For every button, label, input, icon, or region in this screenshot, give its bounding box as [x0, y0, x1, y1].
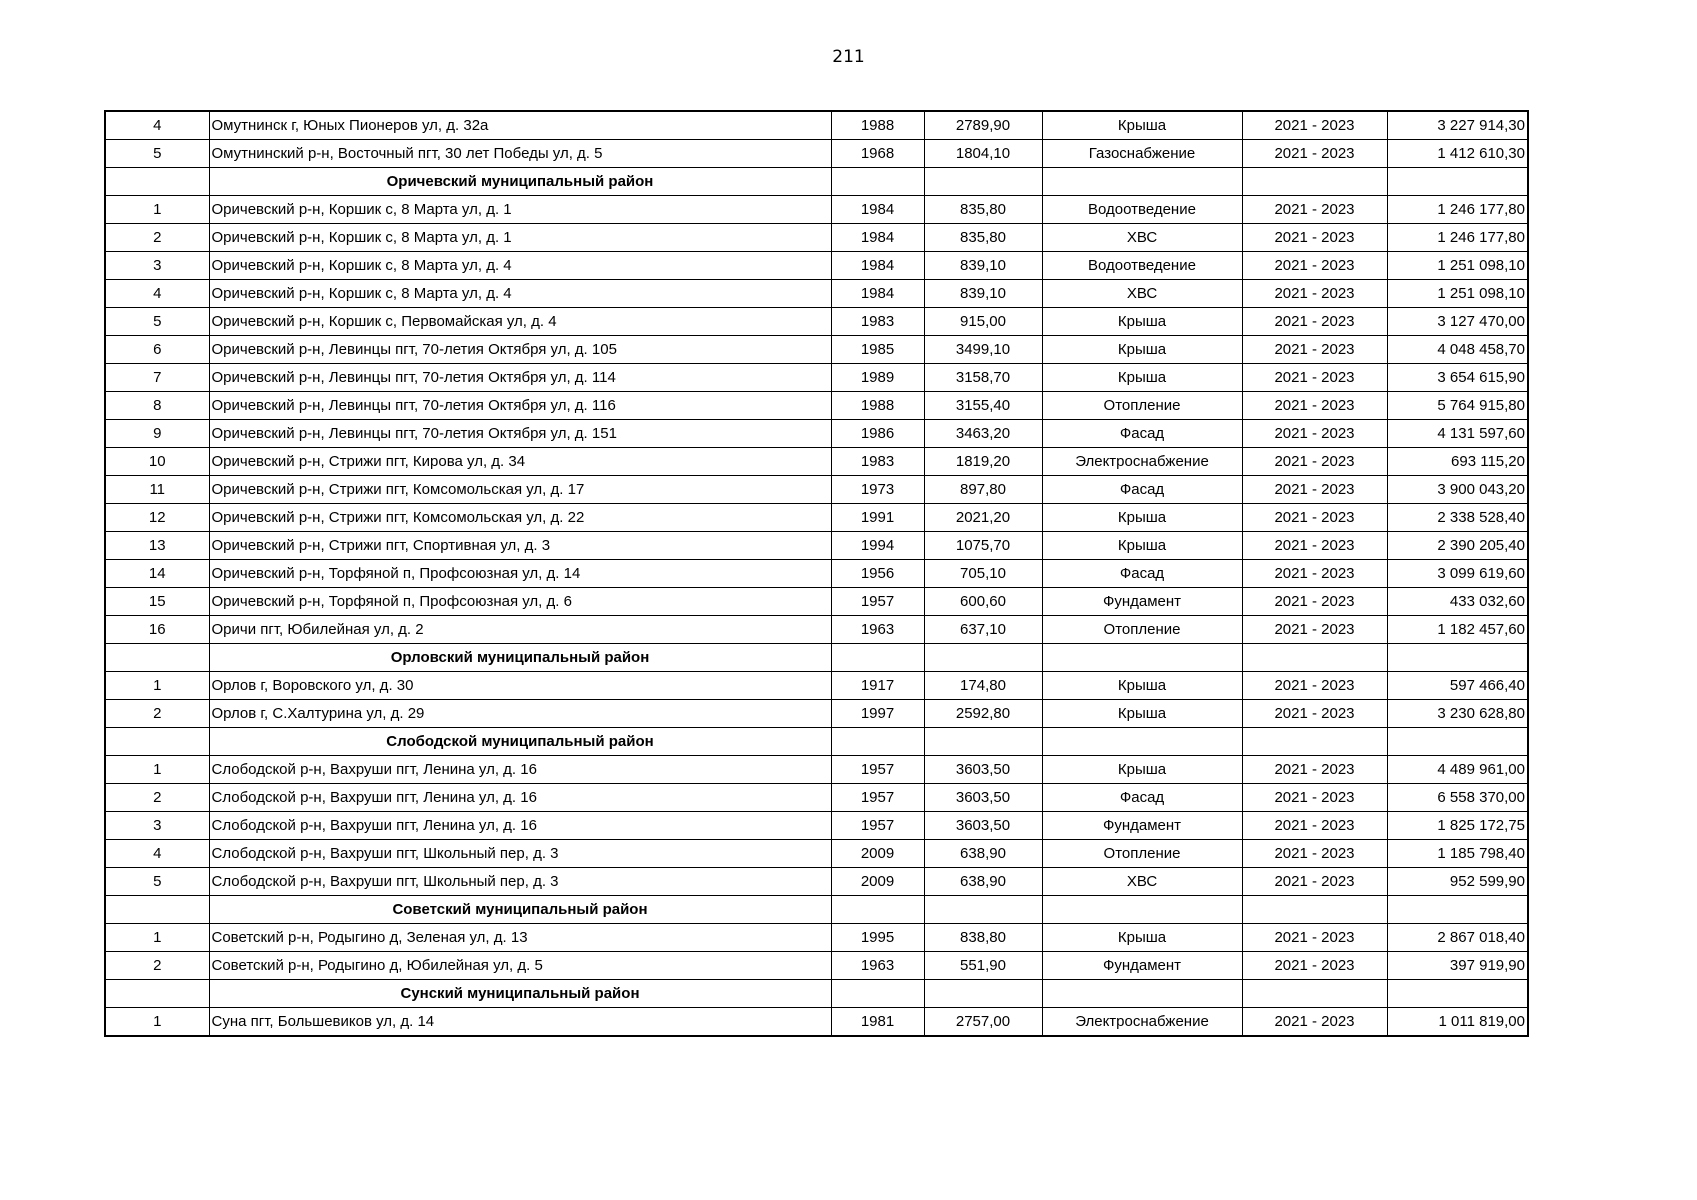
empty-cell [1387, 980, 1528, 1008]
year-cell: 1989 [831, 364, 924, 392]
year-cell: 1963 [831, 616, 924, 644]
cost-cell: 1 825 172,75 [1387, 812, 1528, 840]
empty-cell [1242, 896, 1387, 924]
table-row [105, 280, 1528, 308]
row-number: 2 [105, 700, 209, 728]
address-cell: Оричевский р-н, Коршик с, 8 Марта ул, д. 1 [209, 224, 831, 252]
cost-cell: 4 489 961,00 [1387, 756, 1528, 784]
empty-cell [831, 896, 924, 924]
area-cell: 2789,90 [924, 111, 1042, 140]
period-cell: 2021 - 2023 [1242, 924, 1387, 952]
table-row [105, 868, 1528, 896]
table-row [105, 532, 1528, 560]
row-number: 15 [105, 588, 209, 616]
empty-cell [105, 728, 209, 756]
year-cell: 1957 [831, 588, 924, 616]
address-cell: Оричевский р-н, Левинцы пгт, 70-летия Октября ул, д. 151 [209, 420, 831, 448]
empty-cell [1042, 896, 1242, 924]
address-cell: Слободской р-н, Вахруши пгт, Школьный пер, д. 3 [209, 868, 831, 896]
period-cell: 2021 - 2023 [1242, 252, 1387, 280]
row-number: 1 [105, 756, 209, 784]
table-row [105, 840, 1528, 868]
row-number: 1 [105, 1008, 209, 1037]
empty-cell [924, 644, 1042, 672]
empty-cell [924, 896, 1042, 924]
year-cell: 1957 [831, 812, 924, 840]
empty-cell [924, 168, 1042, 196]
work-type-cell: Фундамент [1042, 812, 1242, 840]
row-number: 12 [105, 504, 209, 532]
empty-cell [831, 980, 924, 1008]
table-row [105, 812, 1528, 840]
year-cell: 1984 [831, 196, 924, 224]
work-type-cell: Фундамент [1042, 588, 1242, 616]
cost-cell: 1 182 457,60 [1387, 616, 1528, 644]
period-cell: 2021 - 2023 [1242, 616, 1387, 644]
work-type-cell: Фасад [1042, 560, 1242, 588]
work-type-cell: Крыша [1042, 504, 1242, 532]
work-type-cell: Газоснабжение [1042, 140, 1242, 168]
area-cell: 839,10 [924, 280, 1042, 308]
table-row [105, 111, 1528, 140]
cost-cell: 597 466,40 [1387, 672, 1528, 700]
row-number: 1 [105, 672, 209, 700]
address-cell: Омутнинск г, Юных Пионеров ул, д. 32а [209, 111, 831, 140]
cost-cell: 6 558 370,00 [1387, 784, 1528, 812]
table-row [105, 476, 1528, 504]
empty-cell [1042, 644, 1242, 672]
section-title: Советский муниципальный район [209, 896, 831, 924]
period-cell: 2021 - 2023 [1242, 308, 1387, 336]
empty-cell [1242, 980, 1387, 1008]
cost-cell: 1 412 610,30 [1387, 140, 1528, 168]
period-cell: 2021 - 2023 [1242, 224, 1387, 252]
work-type-cell: Крыша [1042, 756, 1242, 784]
empty-cell [1242, 644, 1387, 672]
period-cell: 2021 - 2023 [1242, 756, 1387, 784]
area-cell: 835,80 [924, 196, 1042, 224]
year-cell: 1988 [831, 392, 924, 420]
work-type-cell: ХВС [1042, 224, 1242, 252]
cost-cell: 1 251 098,10 [1387, 252, 1528, 280]
period-cell: 2021 - 2023 [1242, 196, 1387, 224]
year-cell: 1956 [831, 560, 924, 588]
table-row [105, 420, 1528, 448]
table-row [105, 756, 1528, 784]
row-number: 3 [105, 812, 209, 840]
table-row [105, 308, 1528, 336]
period-cell: 2021 - 2023 [1242, 111, 1387, 140]
period-cell: 2021 - 2023 [1242, 532, 1387, 560]
empty-cell [924, 728, 1042, 756]
area-cell: 174,80 [924, 672, 1042, 700]
year-cell: 1984 [831, 224, 924, 252]
cost-cell: 3 127 470,00 [1387, 308, 1528, 336]
period-cell: 2021 - 2023 [1242, 448, 1387, 476]
section-title: Орловский муниципальный район [209, 644, 831, 672]
area-cell: 838,80 [924, 924, 1042, 952]
address-cell: Оричевский р-н, Стрижи пгт, Кирова ул, д. 34 [209, 448, 831, 476]
cost-cell: 1 246 177,80 [1387, 196, 1528, 224]
row-number: 7 [105, 364, 209, 392]
cost-cell: 2 867 018,40 [1387, 924, 1528, 952]
section-header-row [105, 980, 1528, 1008]
table-row [105, 336, 1528, 364]
year-cell: 1984 [831, 280, 924, 308]
year-cell: 1995 [831, 924, 924, 952]
table-row [105, 560, 1528, 588]
address-cell: Оричевский р-н, Торфяной п, Профсоюзная ул, д. 14 [209, 560, 831, 588]
empty-cell [105, 980, 209, 1008]
cost-cell: 433 032,60 [1387, 588, 1528, 616]
address-cell: Оричевский р-н, Коршик с, Первомайская ул, д. 4 [209, 308, 831, 336]
work-type-cell: Крыша [1042, 532, 1242, 560]
address-cell: Орлов г, Воровского ул, д. 30 [209, 672, 831, 700]
area-cell: 1804,10 [924, 140, 1042, 168]
area-cell: 3499,10 [924, 336, 1042, 364]
row-number: 16 [105, 616, 209, 644]
period-cell: 2021 - 2023 [1242, 1008, 1387, 1037]
year-cell: 1988 [831, 111, 924, 140]
empty-cell [1042, 728, 1242, 756]
address-cell: Оричевский р-н, Стрижи пгт, Комсомольская ул, д. 17 [209, 476, 831, 504]
section-header-row [105, 728, 1528, 756]
work-type-cell: ХВС [1042, 868, 1242, 896]
area-cell: 3158,70 [924, 364, 1042, 392]
address-cell: Советский р-н, Родыгино д, Юбилейная ул, д. 5 [209, 952, 831, 980]
address-cell: Оричевский р-н, Стрижи пгт, Комсомольская ул, д. 22 [209, 504, 831, 532]
row-number: 3 [105, 252, 209, 280]
address-cell: Оричевский р-н, Левинцы пгт, 70-летия Октября ул, д. 105 [209, 336, 831, 364]
section-header-row [105, 896, 1528, 924]
work-type-cell: Крыша [1042, 672, 1242, 700]
section-title: Слободской муниципальный район [209, 728, 831, 756]
cost-cell: 1 246 177,80 [1387, 224, 1528, 252]
period-cell: 2021 - 2023 [1242, 392, 1387, 420]
year-cell: 1917 [831, 672, 924, 700]
area-cell: 1819,20 [924, 448, 1042, 476]
row-number: 10 [105, 448, 209, 476]
work-type-cell: Крыша [1042, 111, 1242, 140]
area-cell: 2592,80 [924, 700, 1042, 728]
address-cell: Оричевский р-н, Левинцы пгт, 70-летия Октября ул, д. 114 [209, 364, 831, 392]
cost-cell: 1 011 819,00 [1387, 1008, 1528, 1037]
empty-cell [1387, 168, 1528, 196]
table-row [105, 616, 1528, 644]
year-cell: 1981 [831, 1008, 924, 1037]
area-cell: 638,90 [924, 840, 1042, 868]
row-number: 2 [105, 784, 209, 812]
cost-cell: 3 900 043,20 [1387, 476, 1528, 504]
area-cell: 897,80 [924, 476, 1042, 504]
table-row [105, 784, 1528, 812]
address-cell: Оричевский р-н, Коршик с, 8 Марта ул, д. 4 [209, 280, 831, 308]
address-cell: Слободской р-н, Вахруши пгт, Ленина ул, д. 16 [209, 812, 831, 840]
row-number: 5 [105, 308, 209, 336]
empty-cell [831, 644, 924, 672]
work-type-cell: Отопление [1042, 392, 1242, 420]
row-number: 4 [105, 840, 209, 868]
work-type-cell: Крыша [1042, 924, 1242, 952]
address-cell: Суна пгт, Большевиков ул, д. 14 [209, 1008, 831, 1037]
year-cell: 1973 [831, 476, 924, 504]
period-cell: 2021 - 2023 [1242, 504, 1387, 532]
period-cell: 2021 - 2023 [1242, 672, 1387, 700]
year-cell: 1991 [831, 504, 924, 532]
cost-cell: 3 230 628,80 [1387, 700, 1528, 728]
area-cell: 839,10 [924, 252, 1042, 280]
work-type-cell: Электроснабжение [1042, 1008, 1242, 1037]
empty-cell [1242, 168, 1387, 196]
section-header-row [105, 168, 1528, 196]
period-cell: 2021 - 2023 [1242, 952, 1387, 980]
period-cell: 2021 - 2023 [1242, 700, 1387, 728]
table-row [105, 672, 1528, 700]
work-type-cell: ХВС [1042, 280, 1242, 308]
address-cell: Оричевский р-н, Коршик с, 8 Марта ул, д. 1 [209, 196, 831, 224]
work-type-cell: Электроснабжение [1042, 448, 1242, 476]
period-cell: 2021 - 2023 [1242, 588, 1387, 616]
cost-cell: 397 919,90 [1387, 952, 1528, 980]
work-type-cell: Крыша [1042, 700, 1242, 728]
area-cell: 3463,20 [924, 420, 1042, 448]
year-cell: 1986 [831, 420, 924, 448]
period-cell: 2021 - 2023 [1242, 868, 1387, 896]
year-cell: 1963 [831, 952, 924, 980]
area-cell: 637,10 [924, 616, 1042, 644]
cost-cell: 2 338 528,40 [1387, 504, 1528, 532]
cost-cell: 952 599,90 [1387, 868, 1528, 896]
row-number: 5 [105, 140, 209, 168]
period-cell: 2021 - 2023 [1242, 364, 1387, 392]
empty-cell [1042, 980, 1242, 1008]
year-cell: 1985 [831, 336, 924, 364]
work-type-cell: Отопление [1042, 616, 1242, 644]
table-row [105, 504, 1528, 532]
year-cell: 1957 [831, 784, 924, 812]
table-row [105, 364, 1528, 392]
address-cell: Слободской р-н, Вахруши пгт, Школьный пер, д. 3 [209, 840, 831, 868]
cost-cell: 4 048 458,70 [1387, 336, 1528, 364]
address-cell: Омутнинский р-н, Восточный пгт, 30 лет Победы ул, д. 5 [209, 140, 831, 168]
cost-cell: 2 390 205,40 [1387, 532, 1528, 560]
row-number: 9 [105, 420, 209, 448]
section-title: Сунский муниципальный район [209, 980, 831, 1008]
work-type-cell: Крыша [1042, 336, 1242, 364]
period-cell: 2021 - 2023 [1242, 420, 1387, 448]
table-row [105, 588, 1528, 616]
year-cell: 1983 [831, 308, 924, 336]
empty-cell [924, 980, 1042, 1008]
page-number: 211 [832, 47, 865, 67]
section-title: Оричевский муниципальный район [209, 168, 831, 196]
row-number: 2 [105, 952, 209, 980]
row-number: 6 [105, 336, 209, 364]
work-type-cell: Фасад [1042, 784, 1242, 812]
section-header-row [105, 644, 1528, 672]
table-row [105, 140, 1528, 168]
registry-body [105, 111, 1528, 1036]
work-type-cell: Крыша [1042, 364, 1242, 392]
cost-cell: 1 185 798,40 [1387, 840, 1528, 868]
period-cell: 2021 - 2023 [1242, 336, 1387, 364]
empty-cell [831, 728, 924, 756]
period-cell: 2021 - 2023 [1242, 560, 1387, 588]
address-cell: Оричевский р-н, Торфяной п, Профсоюзная ул, д. 6 [209, 588, 831, 616]
area-cell: 3603,50 [924, 784, 1042, 812]
row-number: 11 [105, 476, 209, 504]
area-cell: 3155,40 [924, 392, 1042, 420]
table-row [105, 252, 1528, 280]
cost-cell: 3 099 619,60 [1387, 560, 1528, 588]
period-cell: 2021 - 2023 [1242, 812, 1387, 840]
area-cell: 2757,00 [924, 1008, 1042, 1037]
repair-registry-table [104, 110, 1529, 1037]
address-cell: Оричевский р-н, Коршик с, 8 Марта ул, д. 4 [209, 252, 831, 280]
work-type-cell: Отопление [1042, 840, 1242, 868]
empty-cell [105, 896, 209, 924]
work-type-cell: Крыша [1042, 308, 1242, 336]
table-row [105, 924, 1528, 952]
year-cell: 1983 [831, 448, 924, 476]
work-type-cell: Водоотведение [1042, 252, 1242, 280]
area-cell: 600,60 [924, 588, 1042, 616]
address-cell: Оричевский р-н, Стрижи пгт, Спортивная ул, д. 3 [209, 532, 831, 560]
address-cell: Оричи пгт, Юбилейная ул, д. 2 [209, 616, 831, 644]
area-cell: 2021,20 [924, 504, 1042, 532]
empty-cell [105, 168, 209, 196]
period-cell: 2021 - 2023 [1242, 840, 1387, 868]
row-number: 1 [105, 924, 209, 952]
row-number: 14 [105, 560, 209, 588]
period-cell: 2021 - 2023 [1242, 476, 1387, 504]
period-cell: 2021 - 2023 [1242, 140, 1387, 168]
table-row [105, 196, 1528, 224]
cost-cell: 4 131 597,60 [1387, 420, 1528, 448]
address-cell: Оричевский р-н, Левинцы пгт, 70-летия Октября ул, д. 116 [209, 392, 831, 420]
empty-cell [1387, 728, 1528, 756]
cost-cell: 5 764 915,80 [1387, 392, 1528, 420]
empty-cell [1242, 728, 1387, 756]
row-number: 5 [105, 868, 209, 896]
address-cell: Орлов г, С.Халтурина ул, д. 29 [209, 700, 831, 728]
cost-cell: 693 115,20 [1387, 448, 1528, 476]
empty-cell [1387, 896, 1528, 924]
work-type-cell: Фундамент [1042, 952, 1242, 980]
empty-cell [1387, 644, 1528, 672]
address-cell: Слободской р-н, Вахруши пгт, Ленина ул, д. 16 [209, 756, 831, 784]
year-cell: 1994 [831, 532, 924, 560]
table-row [105, 392, 1528, 420]
cost-cell: 3 227 914,30 [1387, 111, 1528, 140]
year-cell: 1968 [831, 140, 924, 168]
table-row [105, 1008, 1528, 1037]
cost-cell: 1 251 098,10 [1387, 280, 1528, 308]
year-cell: 1957 [831, 756, 924, 784]
area-cell: 705,10 [924, 560, 1042, 588]
empty-cell [831, 168, 924, 196]
empty-cell [1042, 168, 1242, 196]
row-number: 4 [105, 111, 209, 140]
address-cell: Советский р-н, Родыгино д, Зеленая ул, д. 13 [209, 924, 831, 952]
cost-cell: 3 654 615,90 [1387, 364, 1528, 392]
area-cell: 638,90 [924, 868, 1042, 896]
empty-cell [105, 644, 209, 672]
year-cell: 2009 [831, 868, 924, 896]
work-type-cell: Фасад [1042, 420, 1242, 448]
table-row [105, 224, 1528, 252]
area-cell: 915,00 [924, 308, 1042, 336]
area-cell: 835,80 [924, 224, 1042, 252]
row-number: 2 [105, 224, 209, 252]
period-cell: 2021 - 2023 [1242, 784, 1387, 812]
year-cell: 1997 [831, 700, 924, 728]
area-cell: 3603,50 [924, 812, 1042, 840]
table-row [105, 700, 1528, 728]
row-number: 1 [105, 196, 209, 224]
area-cell: 3603,50 [924, 756, 1042, 784]
area-cell: 551,90 [924, 952, 1042, 980]
year-cell: 1984 [831, 252, 924, 280]
work-type-cell: Водоотведение [1042, 196, 1242, 224]
table-row [105, 952, 1528, 980]
year-cell: 2009 [831, 840, 924, 868]
area-cell: 1075,70 [924, 532, 1042, 560]
period-cell: 2021 - 2023 [1242, 280, 1387, 308]
row-number: 4 [105, 280, 209, 308]
row-number: 13 [105, 532, 209, 560]
address-cell: Слободской р-н, Вахруши пгт, Ленина ул, д. 16 [209, 784, 831, 812]
table-row [105, 448, 1528, 476]
work-type-cell: Фасад [1042, 476, 1242, 504]
row-number: 8 [105, 392, 209, 420]
